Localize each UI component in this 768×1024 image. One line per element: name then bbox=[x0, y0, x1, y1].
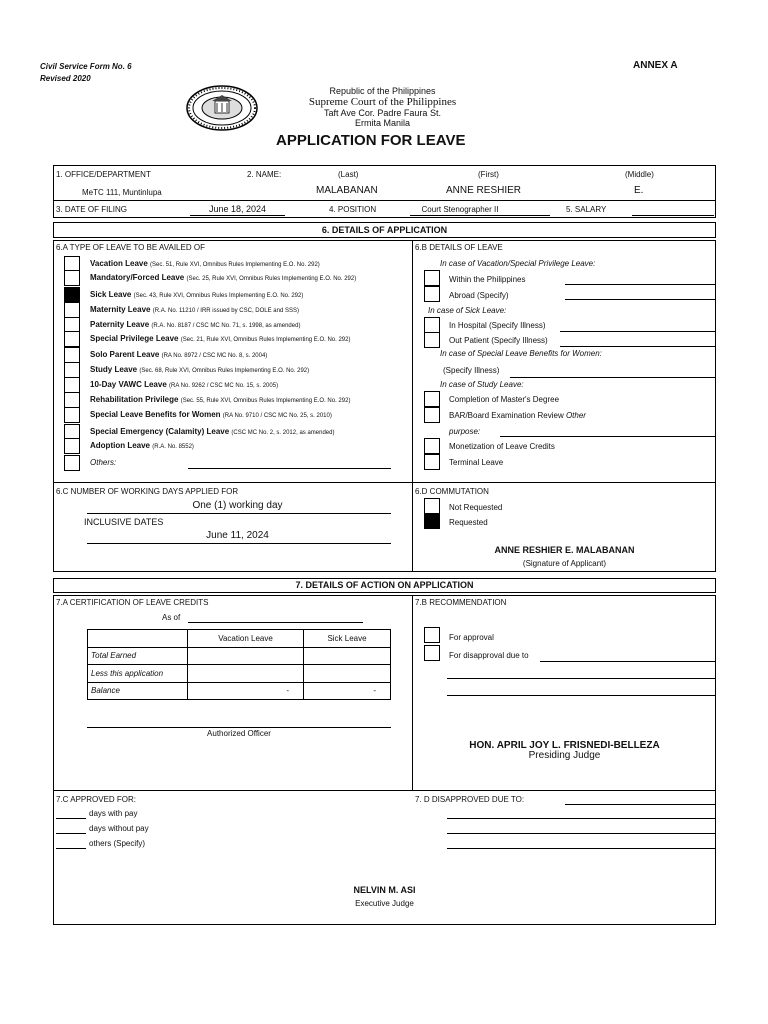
leave-type-item bbox=[90, 410, 332, 419]
leave-type-name: Paternity Leave bbox=[90, 320, 150, 329]
vacation-details-heading: In case of Vacation/Special Privilege Leave: bbox=[440, 259, 596, 268]
leave-type-item bbox=[90, 350, 267, 359]
first-name-value[interactable]: ANNE RESHIER bbox=[446, 185, 522, 196]
presiding-judge-title: Presiding Judge bbox=[528, 750, 601, 761]
abroad-checkbox[interactable] bbox=[424, 286, 440, 302]
last-name-value[interactable]: MALABANAN bbox=[316, 185, 378, 196]
leave-type-name: Adoption Leave bbox=[90, 441, 151, 450]
leave-type-item bbox=[90, 395, 350, 404]
table-row bbox=[88, 647, 391, 665]
purpose-label: purpose: bbox=[449, 427, 481, 436]
leave-type-reference: (Sec. 21, Rule XVI, Omnibus Rules Implementing E.O. No. 292) bbox=[180, 337, 351, 343]
leave-type-name: Solo Parent Leave bbox=[90, 350, 160, 359]
position-label: 4. POSITION bbox=[329, 205, 377, 214]
leave-type-name: Study Leave bbox=[90, 365, 138, 374]
leave-type-name: Vacation Leave bbox=[90, 259, 148, 268]
section-6-title: 6. DETAILS OF APPLICATION bbox=[321, 225, 448, 235]
leave-type-item bbox=[90, 441, 194, 450]
leave-type-item bbox=[90, 334, 350, 343]
leave-type-checkbox[interactable] bbox=[64, 331, 80, 347]
others-label: Others: bbox=[90, 458, 117, 467]
leave-type-reference: (RA No. 8972 / CSC MC No. 8, s. 2004) bbox=[161, 353, 268, 359]
leave-type-reference: (R.A. No. 11210 / IRR issued by CSC, DOLE and SSS) bbox=[152, 308, 299, 314]
section-6d-title: 6.D COMMUTATION bbox=[415, 487, 489, 496]
others-specify-label: others (Specify) bbox=[89, 839, 146, 848]
for-approval-label: For approval bbox=[449, 633, 494, 642]
name-label: 2. NAME: bbox=[247, 170, 282, 179]
section-7d-title: 7. D DISAPPROVED DUE TO: bbox=[415, 795, 525, 804]
leave-type-item bbox=[90, 305, 299, 314]
leave-type-name: 10-Day VAWC Leave bbox=[90, 380, 167, 389]
leave-type-checkbox[interactable] bbox=[64, 347, 80, 363]
balance-vacation[interactable]: - bbox=[188, 682, 304, 700]
middle-name-label: (Middle) bbox=[625, 170, 654, 179]
leave-type-checkbox[interactable] bbox=[64, 392, 80, 408]
leave-type-item bbox=[90, 273, 356, 282]
salary-label: 5. SALARY bbox=[566, 205, 607, 214]
study-details-heading: In case of Study Leave: bbox=[440, 380, 524, 389]
leave-type-reference: (RA No. 9262 / CSC MC No. 15, s. 2005) bbox=[169, 383, 279, 389]
position-value[interactable]: Court Stenographer II bbox=[421, 205, 499, 214]
abroad-label: Abroad (Specify) bbox=[449, 291, 509, 300]
leave-type-reference: (CSC MC No. 2, s. 2012, as amended) bbox=[231, 430, 335, 436]
section-7a-title: 7.A CERTIFICATION OF LEAVE CREDITS bbox=[56, 598, 209, 607]
balance-label: Balance bbox=[88, 682, 188, 700]
date-filing-label: 3. DATE OF FILING bbox=[56, 205, 127, 214]
leave-type-reference: (Sec. 43, Rule XVI, Omnibus Rules Implementing E.O. No. 292) bbox=[133, 293, 304, 299]
sick-leave-header: Sick Leave bbox=[304, 630, 391, 648]
balance-sick[interactable]: - bbox=[304, 682, 391, 700]
form-title: APPLICATION FOR LEAVE bbox=[276, 132, 466, 149]
signature-caption: (Signature of Applicant) bbox=[522, 559, 607, 568]
leave-type-checkbox[interactable] bbox=[64, 377, 80, 393]
inclusive-dates-label: INCLUSIVE DATES bbox=[84, 517, 164, 527]
not-requested-checkbox[interactable] bbox=[424, 498, 440, 514]
masters-degree-checkbox[interactable] bbox=[424, 391, 440, 407]
middle-name-value[interactable]: E. bbox=[634, 185, 644, 196]
office-label: 1. OFFICE/DEPARTMENT bbox=[56, 170, 151, 179]
leave-type-name: Sick Leave bbox=[90, 290, 132, 299]
inclusive-dates-value[interactable]: June 11, 2024 bbox=[206, 530, 269, 541]
women-details-heading: In case of Special Leave Benefits for Women: bbox=[440, 349, 602, 358]
table-row bbox=[88, 665, 391, 683]
section-7c-title: 7.C APPROVED FOR: bbox=[56, 795, 137, 804]
less-application-vacation[interactable] bbox=[188, 665, 304, 683]
total-earned-sick[interactable] bbox=[304, 647, 391, 665]
specify-illness-label: (Specify Illness) bbox=[443, 366, 500, 375]
leave-credits-table bbox=[87, 629, 391, 700]
revised-date: Revised 2020 bbox=[40, 74, 91, 83]
annex-label: ANNEX A bbox=[633, 60, 678, 71]
court-name: Supreme Court of the Philippines bbox=[308, 96, 457, 108]
leave-type-name: Mandatory/Forced Leave bbox=[90, 273, 185, 282]
working-days-value[interactable]: One (1) working day bbox=[192, 500, 283, 511]
for-approval-checkbox[interactable] bbox=[424, 627, 440, 643]
terminal-leave-checkbox[interactable] bbox=[424, 454, 440, 470]
leave-type-item bbox=[90, 365, 309, 374]
leave-type-checkbox[interactable] bbox=[64, 407, 80, 423]
leave-type-reference: (RA No. 9710 / CSC MC No. 25, s. 2010) bbox=[222, 413, 332, 419]
office-value[interactable]: MeTC 111, Muntinlupa bbox=[82, 188, 162, 197]
leave-type-item bbox=[90, 427, 334, 436]
leave-type-item bbox=[90, 380, 278, 389]
terminal-leave-label: Terminal Leave bbox=[449, 458, 504, 467]
days-with-pay-label: days with pay bbox=[89, 809, 138, 818]
total-earned-vacation[interactable] bbox=[188, 647, 304, 665]
within-philippines-label: Within the Philippines bbox=[449, 275, 526, 284]
total-earned-label: Total Earned bbox=[88, 647, 188, 665]
table-row bbox=[88, 682, 391, 700]
leave-type-item bbox=[90, 259, 320, 268]
executive-judge-title: Executive Judge bbox=[355, 899, 414, 908]
bar-review-label: BAR/Board Examination Review Other bbox=[449, 411, 586, 420]
authorized-officer-label: Authorized Officer bbox=[207, 729, 271, 738]
leave-type-checkbox[interactable] bbox=[64, 270, 80, 286]
table-row bbox=[88, 630, 391, 648]
leave-type-checkbox[interactable] bbox=[64, 362, 80, 378]
less-application-sick[interactable] bbox=[304, 665, 391, 683]
masters-degree-label: Completion of Master's Degree bbox=[449, 395, 560, 404]
leave-type-checkbox[interactable] bbox=[64, 438, 80, 454]
section-6c-title: 6.C NUMBER OF WORKING DAYS APPLIED FOR bbox=[56, 487, 239, 496]
vacation-leave-header: Vacation Leave bbox=[188, 630, 304, 648]
out-patient-label: Out Patient (Specify Illness) bbox=[449, 336, 548, 345]
less-application-label: Less this application bbox=[88, 665, 188, 683]
requested-checkbox[interactable] bbox=[424, 513, 440, 529]
leave-type-reference: (R.A. No. 8187 / CSC MC No. 71, s. 1998, as amended) bbox=[151, 323, 301, 329]
not-requested-label: Not Requested bbox=[449, 503, 503, 512]
leave-type-reference: (Sec. 68, Rule XVI, Omnibus Rules Implementing E.O. No. 292) bbox=[139, 368, 310, 374]
monetization-label: Monetization of Leave Credits bbox=[449, 442, 555, 451]
in-hospital-checkbox[interactable] bbox=[424, 317, 440, 333]
leave-type-reference: (Sec. 55, Rule XVI, Omnibus Rules Implementing E.O. No. 292) bbox=[180, 398, 351, 404]
supreme-court-seal bbox=[186, 85, 258, 131]
out-patient-checkbox[interactable] bbox=[424, 332, 440, 348]
monetization-checkbox[interactable] bbox=[424, 438, 440, 454]
leave-type-item bbox=[90, 290, 303, 299]
first-name-label: (First) bbox=[478, 170, 499, 179]
days-without-pay-label: days without pay bbox=[89, 824, 149, 833]
form-number: Civil Service Form No. 6 bbox=[40, 62, 132, 71]
executive-judge-name: NELVIN M. ASI bbox=[353, 885, 416, 895]
leave-type-reference: (R.A. No. 8552) bbox=[152, 444, 194, 450]
section-6b-title: 6.B DETAILS OF LEAVE bbox=[415, 243, 503, 252]
presiding-judge-name: HON. APRIL JOY L. FRISNEDI-BELLEZA bbox=[469, 740, 660, 751]
bar-review-checkbox[interactable] bbox=[424, 407, 440, 423]
for-disapproval-label: For disapproval due to bbox=[449, 651, 529, 660]
for-disapproval-checkbox[interactable] bbox=[424, 645, 440, 661]
leave-type-name: Special Emergency (Calamity) Leave bbox=[90, 427, 230, 436]
section-6a-title: 6.A TYPE OF LEAVE TO BE AVAILED OF bbox=[56, 243, 205, 252]
leave-type-reference: (Sec. 25, Rule XVI, Omnibus Rules Implementing E.O. No. 292) bbox=[186, 276, 357, 282]
address-line-1: Taft Ave Cor. Padre Faura St. bbox=[324, 108, 441, 118]
section-7b-title: 7.B RECOMMENDATION bbox=[415, 598, 507, 607]
within-philippines-checkbox[interactable] bbox=[424, 270, 440, 286]
section-7-title: 7. DETAILS OF ACTION ON APPLICATION bbox=[295, 580, 474, 590]
republic-text: Republic of the Philippines bbox=[329, 86, 436, 96]
leave-type-checkbox[interactable] bbox=[64, 302, 80, 318]
leave-type-item bbox=[90, 320, 300, 329]
leave-type-name: Special Privilege Leave bbox=[90, 334, 179, 343]
in-hospital-label: In Hospital (Specify Illness) bbox=[449, 321, 546, 330]
applicant-signature-name: ANNE RESHIER E. MALABANAN bbox=[494, 545, 635, 555]
sick-details-heading: In case of Sick Leave: bbox=[428, 306, 507, 315]
last-name-label: (Last) bbox=[338, 170, 359, 179]
others-checkbox[interactable] bbox=[64, 455, 80, 471]
address-line-2: Ermita Manila bbox=[354, 118, 410, 128]
leave-type-name: Special Leave Benefits for Women bbox=[90, 410, 221, 419]
leave-type-name: Rehabilitation Privilege bbox=[90, 395, 179, 404]
as-of-label: As of bbox=[162, 613, 181, 622]
leave-type-checkbox[interactable] bbox=[64, 287, 80, 303]
leave-type-name: Maternity Leave bbox=[90, 305, 151, 314]
requested-label: Requested bbox=[449, 518, 488, 527]
leave-type-reference: (Sec. 51, Rule XVI, Omnibus Rules Implementing E.O. No. 292) bbox=[150, 262, 320, 268]
date-filing-value[interactable]: June 18, 2024 bbox=[208, 204, 267, 214]
